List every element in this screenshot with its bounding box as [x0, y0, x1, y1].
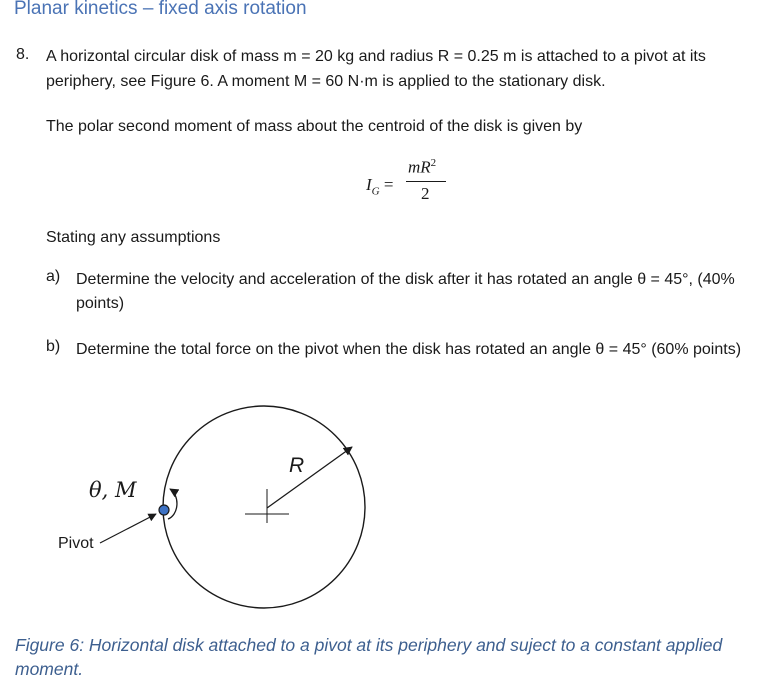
pivot-leader-line — [100, 514, 156, 543]
section-heading: Planar kinetics – fixed axis rotation — [14, 0, 307, 19]
pivot-point — [159, 505, 169, 515]
assumptions-text: Stating any assumptions — [46, 229, 221, 246]
part-b-label: b) — [46, 338, 61, 355]
eq-lhs-subscript: G — [371, 185, 380, 198]
theta-moment-label: θ, M — [89, 478, 137, 502]
part-b-text: Determine the total force on the pivot when the disk has rotated an angle θ = 45° (60% points) — [76, 341, 742, 358]
moment-arc-arrow — [168, 489, 177, 519]
moment-of-mass-text: The polar second moment of mass about the centroid of the disk is given by — [46, 118, 583, 135]
eq-lhs: I — [366, 175, 372, 194]
eq-numerator-exponent: 2 — [430, 157, 437, 169]
question-number: 8. — [16, 46, 30, 63]
eq-denominator: 2 — [421, 184, 430, 203]
eq-numerator: mR — [408, 157, 431, 177]
part-a-text: Determine the velocity and acceleration of the disk after it has rotated an angle θ = 45°, (40% points) — [76, 271, 735, 312]
radius-label: R — [289, 454, 305, 477]
figure-caption: Figure 6: Horizontal disk attached to a pivot at its periphery and suject to a constant applied moment. — [15, 635, 723, 679]
disk-outline — [163, 406, 365, 608]
figure-disk-diagram — [0, 395, 775, 630]
question-intro: A horizontal circular disk of mass m = 20 kg and radius R = 0.25 m is attached to a pivot at its periphery, see Figure 6. A moment M = 60 N·m is applied to the stationary disk. — [46, 48, 706, 90]
pivot-label: Pivot — [58, 535, 94, 552]
part-a-label: a) — [46, 268, 61, 285]
radius-arrow — [267, 447, 352, 508]
fraction-bar — [406, 181, 446, 182]
eq-equals: = — [383, 175, 394, 194]
